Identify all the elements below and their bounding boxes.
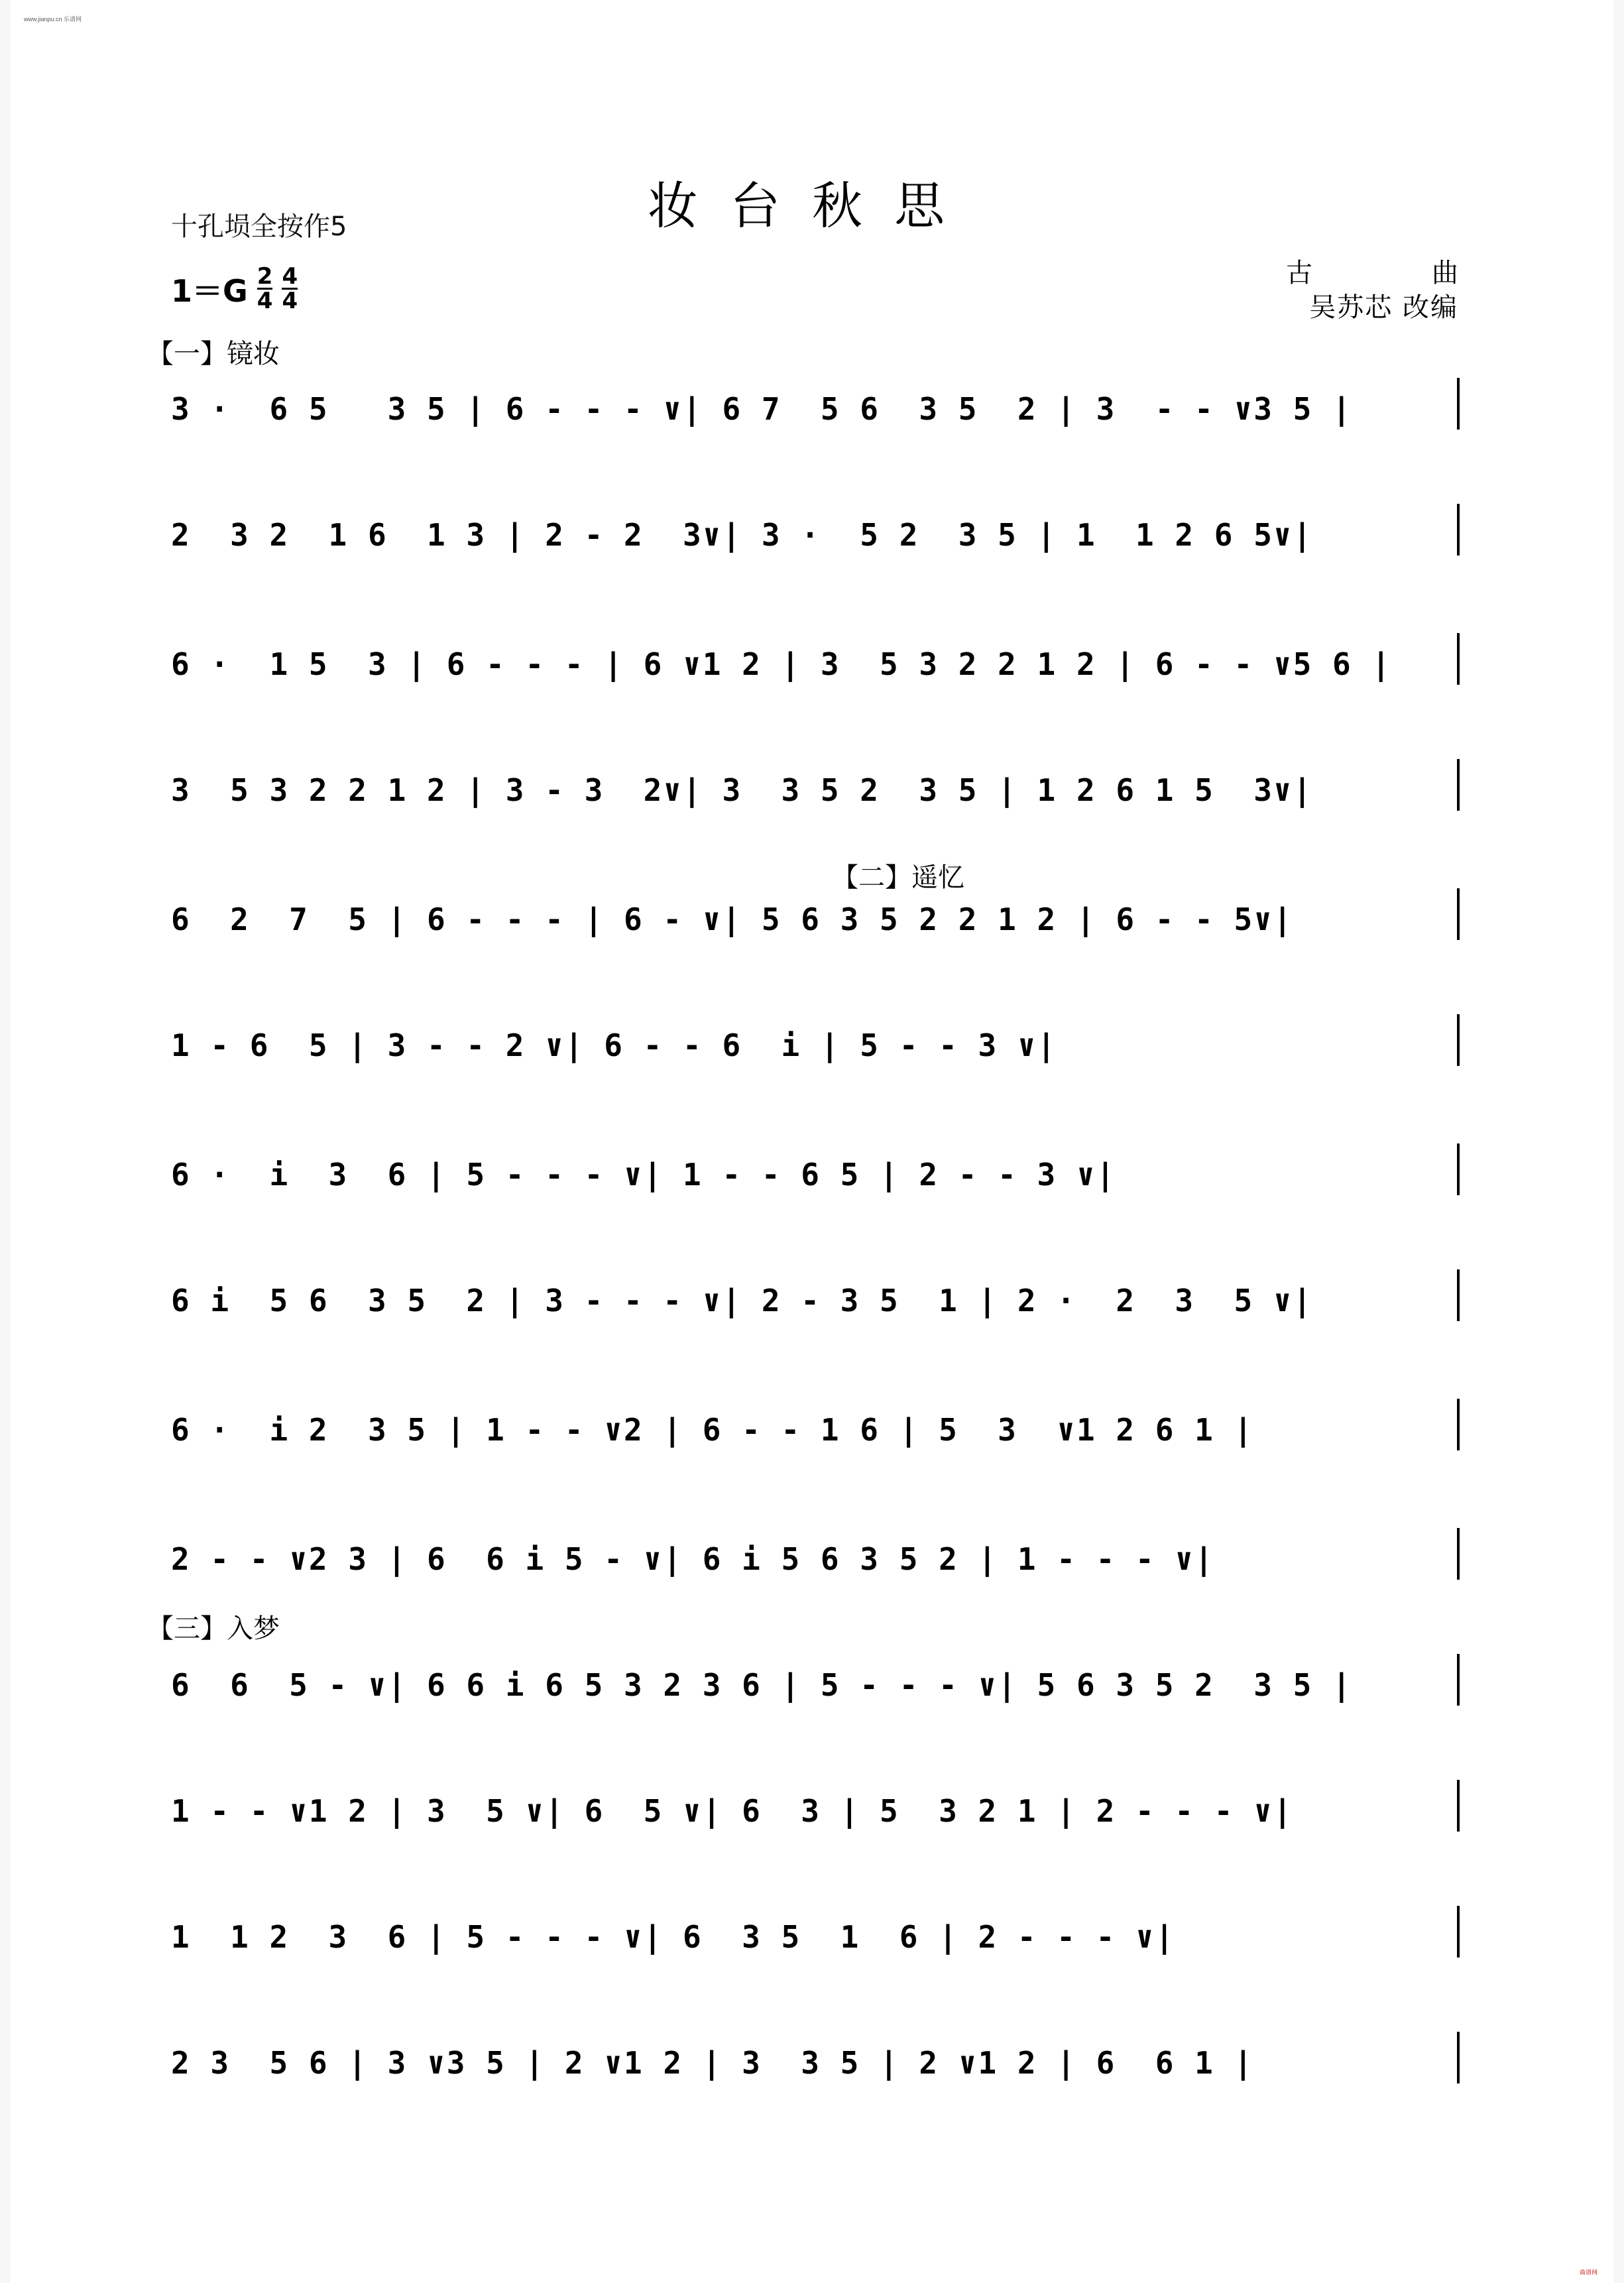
end-barline [1457, 1269, 1460, 1321]
notation-row [171, 1667, 1460, 1720]
end-barline [1457, 504, 1460, 556]
notation-row [171, 1412, 1460, 1465]
notation-line: 1 - - ∨1 2 | 3 5 ∨| 6 5 ∨| 6 3 | 5 3 2 1 | 2 - - - ∨| [171, 1793, 1293, 1829]
notation-row [171, 1541, 1460, 1594]
notation-line: 6 6 5 - ∨| 6 6 i 6 5 3 2 3 6 | 5 - - - ∨| 5 6 3 5 2 3 5 | [171, 1667, 1352, 1703]
notation-line: 6 · i 2 3 5 | 1 - - ∨2 | 6 - - 1 6 | 5 3 ∨1 2 6 1 | [171, 1412, 1254, 1448]
notation-row [171, 391, 1460, 444]
notation-row [171, 902, 1460, 955]
notation-line: 3 5 3 2 2 1 2 | 3 - 3 2∨| 3 3 5 2 3 5 | 1 2 6 1 5 3∨| [171, 772, 1313, 808]
watermark-top-left: www.jianpu.cn 乐谱网 [24, 16, 82, 23]
notation-row [171, 2045, 1460, 2098]
notation-line: 3 · 6 5 3 5 | 6 - - - ∨| 6 7 5 6 3 5 2 | 3 - - ∨3 5 | [171, 391, 1352, 427]
notation-line: 2 - - ∨2 3 | 6 6 i 5 - ∨| 6 i 5 6 3 5 2 | 1 - - - ∨| [171, 1541, 1214, 1577]
notation-line: 6 · 1 5 3 | 6 - - - | 6 ∨1 2 | 3 5 3 2 2 1 2 | 6 - - ∨5 6 | [171, 646, 1392, 682]
notation-line: 6 · i 3 6 | 5 - - - ∨| 1 - - 6 5 | 2 - - 3 ∨| [171, 1157, 1116, 1193]
end-barline [1457, 1654, 1460, 1706]
score-title: 妆台秋思 [648, 176, 976, 235]
watermark-bottom-right: 曲谱网 [1579, 2269, 1597, 2276]
notation-row [171, 1027, 1460, 1081]
notation-line: 1 - 6 5 | 3 - - 2 ∨| 6 - - 6 i | 5 - - 3 ∨| [171, 1027, 1057, 1063]
end-barline [1457, 1906, 1460, 1958]
section-heading-2: 【二】遥忆 [832, 862, 964, 893]
time-signature-2: $\frac{4}{4}$ [282, 263, 298, 314]
notation-row [171, 1283, 1460, 1336]
notation-row [171, 646, 1460, 699]
credit-arranger: 吴苏芯 改编 [1309, 292, 1458, 323]
credit-origin: 古 曲 [1286, 258, 1458, 288]
end-barline [1457, 1780, 1460, 1832]
end-barline [1457, 2032, 1460, 2083]
end-barline [1457, 1399, 1460, 1450]
instrument-note: 十孔埙全按作5 [171, 211, 347, 242]
key-label: 1＝G [171, 272, 248, 309]
notation-line: 2 3 2 1 6 1 3 | 2 - 2 3∨| 3 · 5 2 3 5 | 1 1 2 6 5∨| [171, 517, 1313, 553]
end-barline [1457, 759, 1460, 811]
left-margin-strip [0, 0, 10, 2283]
notation-line: 6 2 7 5 | 6 - - - | 6 - ∨| 5 6 3 5 2 2 1 2 | 6 - - 5∨| [171, 902, 1293, 937]
section-heading-1: 【一】镜妆 [147, 339, 280, 369]
end-barline [1457, 633, 1460, 685]
notation-row [171, 517, 1460, 570]
notation-line: 2 3 5 6 | 3 ∨3 5 | 2 ∨1 2 | 3 3 5 | 2 ∨1 2 | 6 6 1 | [171, 2045, 1254, 2081]
notation-line: 6 i 5 6 3 5 2 | 3 - - - ∨| 2 - 3 5 1 | 2 · 2 3 5 ∨| [171, 1283, 1313, 1318]
notation-line: 1 1 2 3 6 | 5 - - - ∨| 6 3 5 1 6 | 2 - - - ∨| [171, 1919, 1175, 1955]
notation-row [171, 772, 1460, 825]
end-barline [1457, 888, 1460, 940]
right-margin-strip [1614, 0, 1624, 2283]
end-barline [1457, 1143, 1460, 1195]
notation-row [171, 1157, 1460, 1210]
end-barline [1457, 1528, 1460, 1580]
time-signature-1: $\frac{2}{4}$ [257, 263, 273, 314]
key-signature [171, 265, 298, 312]
end-barline [1457, 1014, 1460, 1066]
notation-row [171, 1919, 1460, 1972]
section-heading-3: 【三】入梦 [147, 1613, 280, 1644]
end-barline [1457, 378, 1460, 430]
notation-row [171, 1793, 1460, 1846]
